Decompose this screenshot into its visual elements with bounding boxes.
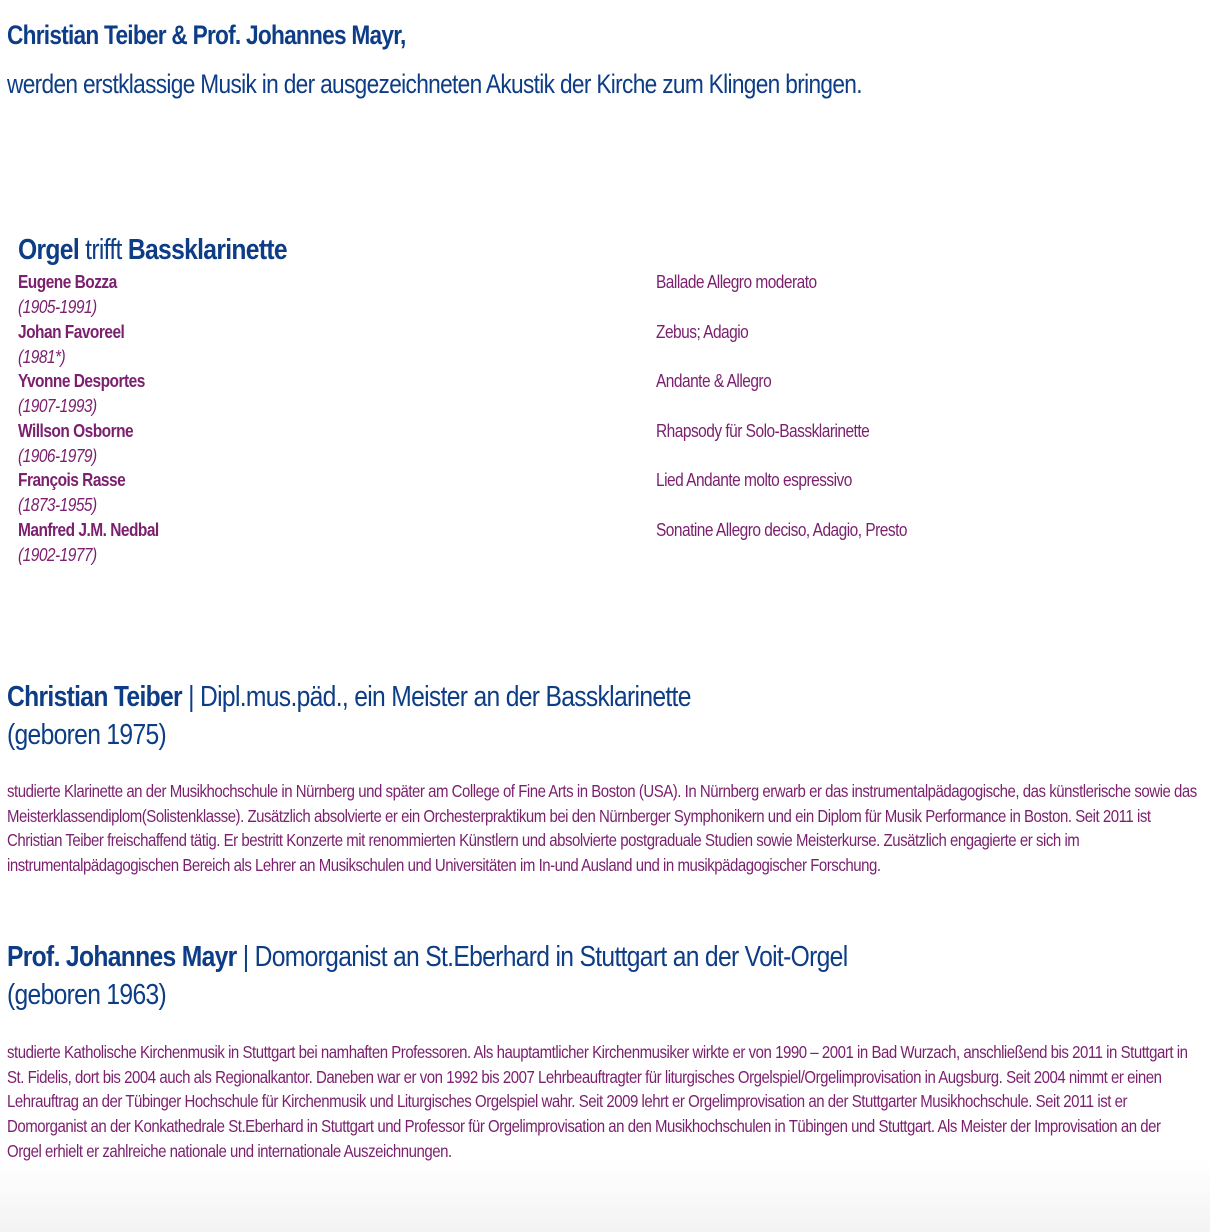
bio-separator: | xyxy=(236,941,255,973)
composer-name: Yvonne Desportes xyxy=(18,371,145,392)
piece-title: Zebus; Adagio xyxy=(656,321,749,342)
composer-years: (1902-1977) xyxy=(18,544,97,565)
bio-text-mayr: studierte Katholische Kirchenmusik in Stuttgart bei namhaften Professoren. Als hauptamtlicher Kirchenmusiker wirkte er von 1990 – 2001 in Bad Wurzach, anschließend bis 2011 in Stuttgart in St. Fidelis, dort bis 2004 auch als Regionalkantor. Daneben war er von 1992 bis 2007 Lehrbeauftragter für liturgisches Orgelspiel/Orgelimprovisation in Augsburg. Seit 2004 nimmt er einen Lehrauftrag an der Tübinger Hochschule für Kirchenmusik und Liturgisches Orgelspiel wahr. Seit 2009 lehrt er Orgelimprovisation an der Stuttgarter Musikhochschule. Seit 2011 ist er Domorganist an der Konkathedrale St.Eberhard in Stuttgart und Professor für Orgelimprovisation an den Musikhochschulen in Tübingen und Stuttgart. Als Meister der Improvisation an der Orgel erhielt er zahlreiche nationale und internationale Auszeichnungen. xyxy=(7,1042,1188,1161)
program-heading-clarinet: Bassklarinette xyxy=(127,234,287,266)
bio-role: Domorganist an St.Eberhard in Stuttgart an der Voit-Orgel xyxy=(254,941,848,973)
program-item xyxy=(18,419,1198,469)
composer-name: Manfred J.M. Nedbal xyxy=(18,519,159,540)
program-heading-meets: trifft xyxy=(85,234,122,266)
composer-name: François Rasse xyxy=(18,470,126,491)
intro-title: Christian Teiber & Prof. Johannes Mayr, xyxy=(7,20,406,50)
bio-name: Prof. Johannes Mayr xyxy=(7,941,237,973)
program-item xyxy=(18,518,1198,568)
composer-name: Willson Osborne xyxy=(18,420,134,441)
program-item xyxy=(18,369,1198,419)
composer-years: (1981*) xyxy=(18,346,66,367)
intro-subtitle: werden erstklassige Musik in der ausgezeichneten Akustik der Kirche zum Klingen bringen. xyxy=(7,69,862,99)
program-heading xyxy=(18,234,287,267)
bio-born: (geboren 1963) xyxy=(7,979,167,1011)
program-item xyxy=(18,320,1198,370)
bio-heading-mayr xyxy=(7,938,847,1014)
bio-heading-teiber xyxy=(7,678,691,754)
piece-title: Lied Andante molto espressivo xyxy=(656,470,852,491)
bio-born: (geboren 1975) xyxy=(7,719,167,751)
piece-title: Sonatine Allegro deciso, Adagio, Presto xyxy=(656,519,907,540)
bio-role: Dipl.mus.päd., ein Meister an der Bassklarinette xyxy=(200,681,691,713)
piece-title: Rhapsody für Solo-Bassklarinette xyxy=(656,420,870,441)
program-list xyxy=(18,270,1198,568)
program-item xyxy=(18,468,1198,518)
composer-years: (1905-1991) xyxy=(18,297,97,317)
composer-name: Eugene Bozza xyxy=(18,272,117,292)
program-item xyxy=(18,270,1198,320)
composer-name: Johan Favoreel xyxy=(18,321,125,342)
bio-separator: | xyxy=(181,681,201,713)
program-heading-organ: Orgel xyxy=(18,234,79,266)
bio-name: Christian Teiber xyxy=(7,681,182,713)
piece-title: Ballade Allegro moderato xyxy=(656,272,817,292)
piece-title: Andante & Allegro xyxy=(656,371,772,392)
composer-years: (1907-1993) xyxy=(18,396,97,417)
composer-years: (1873-1955) xyxy=(18,495,97,516)
composer-years: (1906-1979) xyxy=(18,445,97,466)
bio-text-teiber: studierte Klarinette an der Musikhochschule in Nürnberg und später am College of Fine Arts in Boston (USA). In Nürnberg erwarb er das instrumentalpädagogische, das künstlerische sowie das Meisterklassendiplom(Solistenklasse). Zusätzlich absolvierte er ein Orchesterpraktikum bei den Nürnberger Symphonikern und ein Diplom für Musik Performance in Boston. Seit 2011 ist Christian Teiber freischaffend tätig. Er bestritt Konzerte mit renommierten Künstlern und absolvierte postgraduale Studien sowie Meisterkurse. Zusätzlich engagierte er sich im instrumentalpädagogischen Bereich als Lehrer an Musikschulen und Universitäten im In-und Ausland und in musikpädagogischer Forschung. xyxy=(7,781,1197,876)
